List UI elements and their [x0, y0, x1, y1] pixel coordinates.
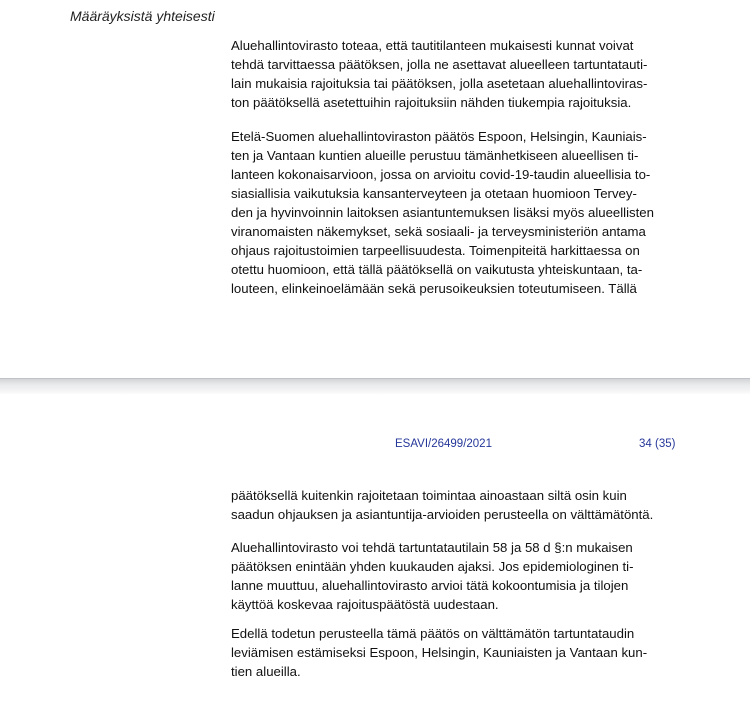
text-line: saadun ohjauksen ja asiantuntija-arvioiden perusteella on välttämätöntä.: [231, 507, 654, 522]
text-line: lain mukaisia rajoituksia tai päätöksen, jolla asetetaan aluehallintoviras-: [231, 76, 648, 91]
text-line: viranomaisten näkemykset, sekä sosiaali- ja terveysministeriön antama: [231, 224, 646, 239]
paragraph-municipal-restrictions: [231, 36, 647, 112]
paragraph-continuation: [231, 486, 653, 524]
text-line: päätöksellä kuitenkin rajoitetaan toimintaa ainoastaan siltä osin kuin: [231, 488, 627, 503]
text-line: ton päätöksellä asetettuihin rajoituksiin nähden tiukempia rajoituksia.: [231, 95, 632, 110]
text-line: käyttöä koskevaa rajoituspäätöstä uudestaan.: [231, 597, 499, 612]
text-line: siasiallisia vaikutuksia kansanterveyteen ja otetaan huomioon Tervey-: [231, 186, 637, 201]
text-line: tehdä tarvittaessa päätöksen, jolla ne asettavat alueelleen tartuntatauti-: [231, 57, 648, 72]
paragraph-decision-duration: [231, 538, 634, 614]
page-number: 34 (35): [639, 438, 676, 450]
text-line: Edellä todetun perusteella tämä päätös on välttämätön tartuntataudin: [231, 626, 635, 641]
text-line: tien alueilla.: [231, 664, 301, 679]
paragraph-regional-assessment: [231, 127, 654, 298]
section-title: Määräyksistä yhteisesti: [70, 8, 215, 24]
text-line: den ja hyvinvoinnin laitoksen asiantuntemuksen lisäksi myös alueellisten: [231, 205, 654, 220]
text-line: ohjaus rajoitustoimien tarpeellisuudesta. Toimenpiteitä harkittaessa on: [231, 243, 640, 258]
text-line: lanne muuttuu, aluehallintovirasto arvioi tätä kokoontumisia ja tilojen: [231, 578, 629, 593]
text-line: otettu huomioon, että tällä päätöksellä on vaikutusta yhteiskuntaan, ta-: [231, 262, 643, 277]
document-page-bottom: [0, 394, 750, 711]
text-line: leviämisen estämiseksi Espoon, Helsingin, Kauniaisten ja Vantaan kun-: [231, 645, 648, 660]
text-line: päätöksen enintään yhden kuukauden ajaksi. Jos epidemiologinen ti-: [231, 559, 634, 574]
page-separator: [0, 378, 750, 395]
text-line: Aluehallintovirasto toteaa, että tautitilanteen mukaisesti kunnat voivat: [231, 38, 634, 53]
text-line: Etelä-Suomen aluehallintoviraston päätös Espoon, Helsingin, Kauniais-: [231, 129, 647, 144]
document-reference: ESAVI/26499/2021: [395, 438, 492, 450]
text-line: lanteen kokonaisarvioon, jossa on arvioitu covid-19-taudin alueellisia to-: [231, 167, 651, 182]
text-line: Aluehallintovirasto voi tehdä tartuntatautilain 58 ja 58 d §:n mukaisen: [231, 540, 633, 555]
text-line: louteen, elinkeinoelämään sekä perusoikeuksien toteutumiseen. Tällä: [231, 281, 637, 296]
paragraph-conclusion: [231, 624, 647, 681]
text-line: ten ja Vantaan kuntien alueille perustuu tämänhetkiseen alueellisen ti-: [231, 148, 639, 163]
